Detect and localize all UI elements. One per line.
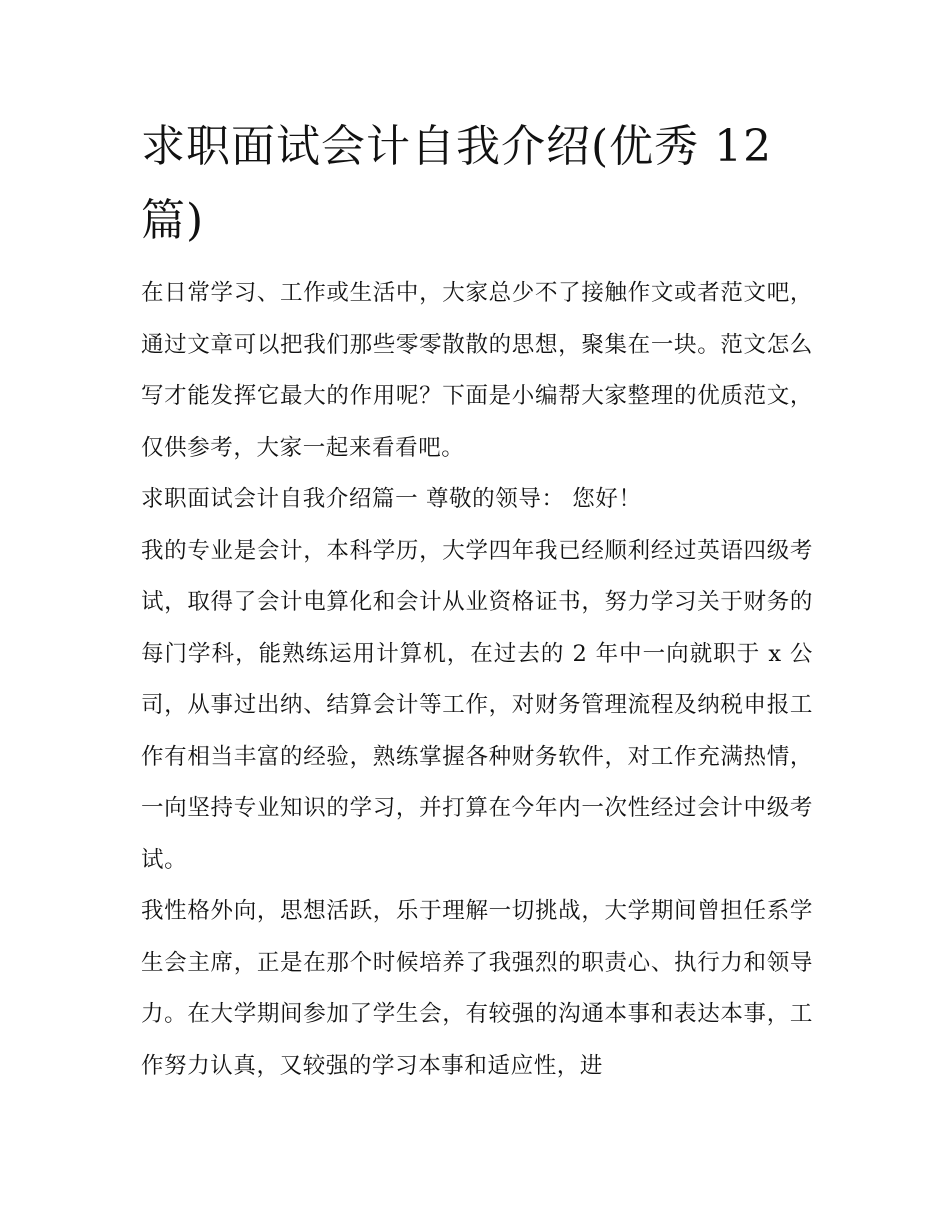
paragraph-profile: 我的专业是会计，本科学历，大学四年我已经顺利经过英语四级考试，取得了会计电算化和会计从业资格证书，努力学习关于财务的每门学科，能熟练运用计算机，在过去的 2 年中一向就职于 x 公司，从事过出纳、结算会计等工作，对财务管理流程及纳税申报工作有相当丰富的经验，熟练掌握各种财务软件，对工作充满热情，一向坚持专业知识的学习，并打算在今年内一次性经过会计中级考试。 bbox=[141, 537, 813, 873]
paragraph-heading-salutation: 求职面试会计自我介绍篇一 尊敬的领导： 您好！ bbox=[141, 486, 642, 512]
paragraph-intro: 在日常学习、工作或生活中，大家总少不了接触作文或者范文吧，通过文章可以把我们那些零零散散的思想，聚集在一块。范文怎么写才能发挥它最大的作用呢？下面是小编帮大家整理的优质范文，仅供参考，大家一起来看看吧。 bbox=[141, 280, 813, 461]
document-title: 求职面试会计自我介绍(优秀 12 篇) bbox=[141, 121, 773, 246]
paragraph-personality: 我性格外向，思想活跃，乐于理解一切挑战，大学期间曾担任系学生会主席，正是在那个时候培养了我强烈的职责心、执行力和领导力。在大学期间参加了学生会，有较强的沟通本事和表达本事，工作努力认真，又较强的学习本事和适应性，进 bbox=[141, 898, 813, 1079]
document-body bbox=[141, 110, 813, 1092]
